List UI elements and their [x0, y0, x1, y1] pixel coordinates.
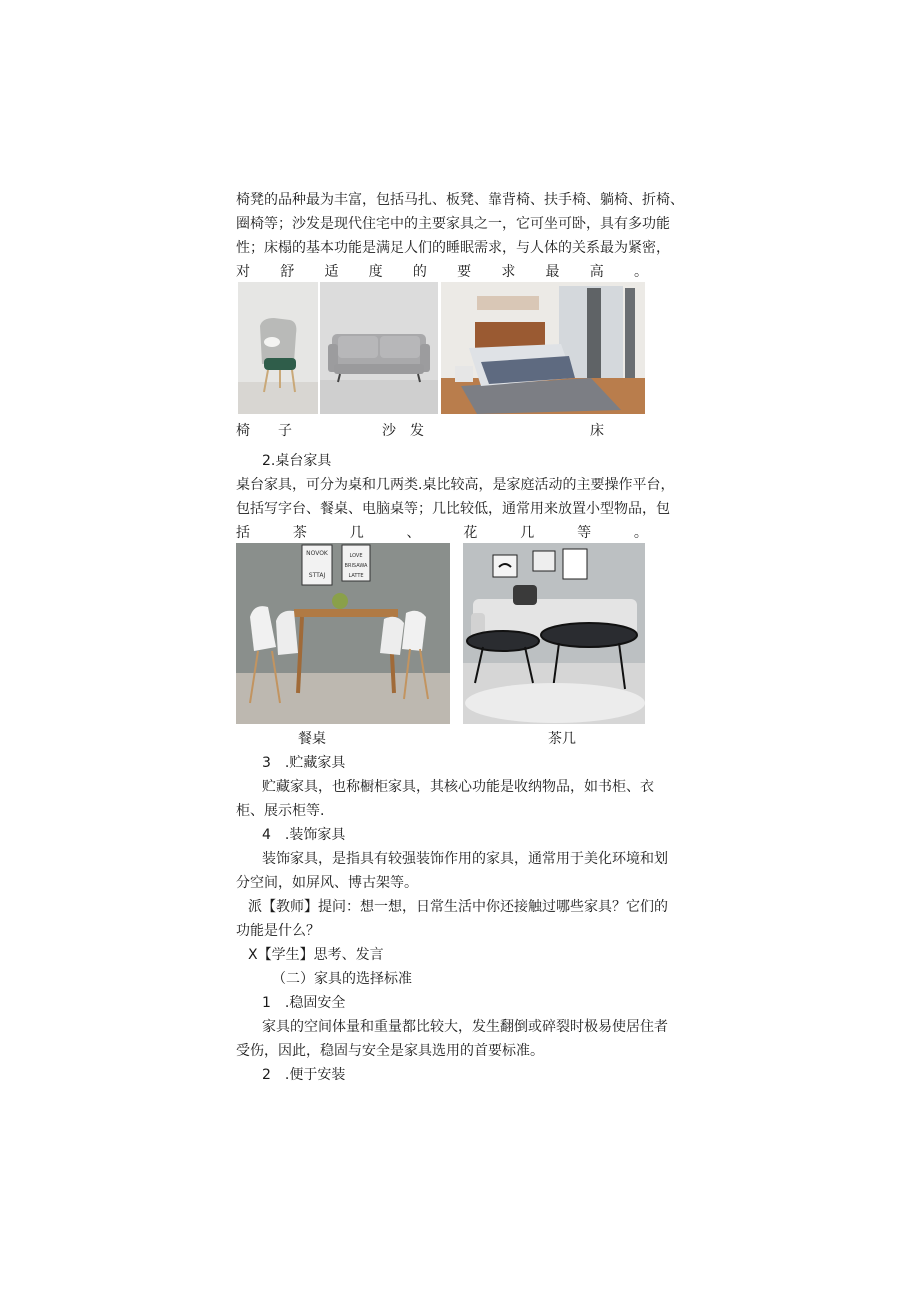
caption-sofa: 沙 发 [382, 423, 424, 439]
sofa-photo [320, 282, 438, 414]
para-line: 圈椅等；沙发是现代住宅中的主要家具之一，它可坐可卧，具有多功能 [236, 216, 670, 232]
glyph: 几 [520, 525, 535, 541]
para-line: 家具的空间体量和重量都比较大，发生翻倒或碎裂时极易使居住者 [262, 1019, 668, 1035]
caption-coffee-table: 茶几 [548, 731, 576, 747]
glyph: 的 [412, 264, 427, 280]
glyph: 舒 [280, 264, 295, 280]
teacher-question-cont: 功能是什么？ [236, 923, 320, 939]
glyph: 、 [406, 525, 421, 541]
glyph: 茶 [292, 525, 307, 541]
para-line: 性；床榻的基本功能是满足人们的睡眠需求，与人体的关系最为紧密， [236, 240, 670, 256]
poster-text: STTAJ [308, 572, 326, 579]
bed-photo [441, 282, 645, 414]
para-line: 包括写字台、餐桌、电脑桌等；几比较低，通常用来放置小型物品，包 [236, 501, 670, 517]
heading-easy-install: 2 .便于安装 [262, 1067, 346, 1083]
glyph: 花 [463, 525, 478, 541]
coffee-table-photo [463, 543, 645, 724]
student-response: X【学生】思考、发言 [248, 947, 384, 963]
glyph: 求 [501, 264, 516, 280]
glyph: 要 [457, 264, 472, 280]
para-line: 柜、展示柜等. [236, 803, 325, 819]
para-line: 受伤，因此，稳固与安全是家具选用的首要标准。 [236, 1043, 544, 1059]
chair-photo [238, 282, 318, 414]
heading-decorative-furniture: 4 .装饰家具 [262, 827, 346, 843]
caption-dining-table: 餐桌 [298, 731, 326, 747]
glyph: 几 [349, 525, 364, 541]
section-heading-criteria: （二）家具的选择标准 [272, 971, 412, 987]
poster-text: LATTE [348, 573, 364, 579]
poster-text: LOVE [349, 553, 363, 559]
heading-storage-furniture: 3 .贮藏家具 [262, 755, 346, 771]
glyph: 适 [324, 264, 339, 280]
glyph: 度 [368, 264, 383, 280]
para-line: 分空间，如屏风、博古架等。 [236, 875, 418, 891]
para-line: 桌台家具，可分为桌和几两类.桌比较高，是家庭活动的主要操作平台， [236, 477, 675, 493]
justified-line [236, 262, 648, 282]
glyph: 最 [545, 264, 560, 280]
caption-bed: 床 [590, 423, 604, 439]
glyph: 等 [577, 525, 592, 541]
glyph: 。 [633, 525, 648, 541]
teacher-question: 派【教师】提问：想一想，日常生活中你还接触过哪些家具？它们的 [248, 899, 668, 915]
para-line: 椅凳的品种最为丰富，包括马扎、板凳、靠背椅、扶手椅、躺椅、折椅、 [236, 192, 684, 208]
justified-line [236, 523, 648, 543]
heading-table-furniture: 2.桌台家具 [262, 453, 332, 469]
glyph: 对 [236, 264, 250, 280]
dining-table-photo [236, 543, 450, 724]
glyph: 括 [236, 525, 250, 541]
heading-stable-safe: 1 .稳固安全 [262, 995, 346, 1011]
poster-text: NOVOK [306, 550, 328, 557]
caption-chair: 椅 子 [236, 423, 292, 439]
glyph: 。 [633, 264, 648, 280]
para-line: 贮藏家具，也称橱柜家具，其核心功能是收纳物品，如书柜、衣 [262, 779, 654, 795]
glyph: 高 [589, 264, 604, 280]
para-line: 装饰家具，是指具有较强装饰作用的家具，通常用于美化环境和划 [262, 851, 668, 867]
poster-text: BRISAWA [344, 563, 368, 569]
